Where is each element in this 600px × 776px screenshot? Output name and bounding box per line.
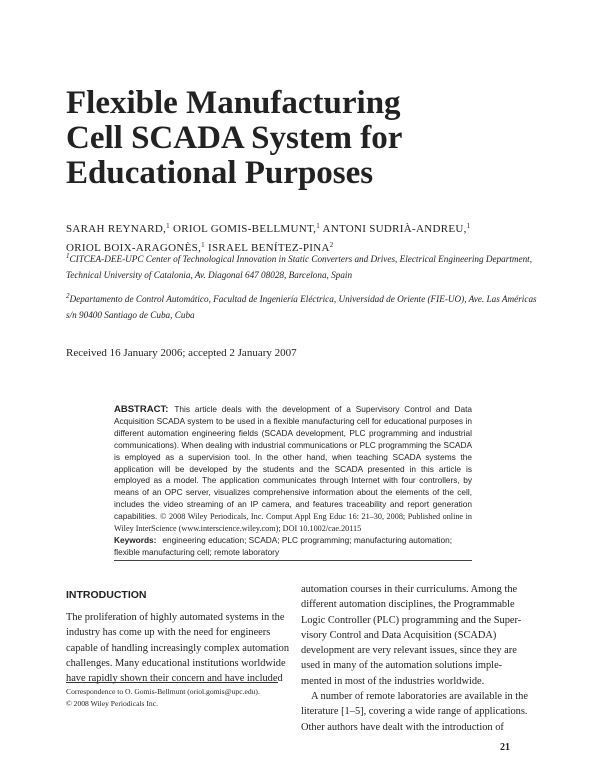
- affiliation-1: [66, 248, 536, 283]
- body-line: Logic Controller (PLC) programming and the Super-: [301, 614, 522, 626]
- abstract: [114, 404, 472, 535]
- body-column-right: [301, 582, 528, 735]
- author-affiliation-marker: 1: [316, 222, 321, 230]
- author-line-1: [66, 218, 536, 237]
- title-line-3: Educational Purposes: [66, 155, 374, 191]
- copyright-note: © 2008 Wiley Periodicals Inc.: [66, 699, 158, 708]
- abstract-citation: © 2008 Wiley Periodicals, Inc. Comput Appl Eng Educ 16: 21–30, 2008; Published online in Wiley InterScience (www.interscience.wiley.com); DOI 10.1002/cae.20115: [114, 512, 472, 534]
- body-line: have rapidly shown their concern and have included: [66, 673, 283, 685]
- affiliation-2: [66, 288, 536, 323]
- section-heading-introduction: INTRODUCTION: [66, 589, 147, 601]
- body-line: industry has come up with the need for engineers: [66, 627, 271, 639]
- correspondence-note: Correspondence to O. Gomis-Bellmunt (oriol.gomis@upc.edu).: [66, 687, 260, 696]
- affiliation-marker: 2: [66, 292, 70, 300]
- keywords-text: engineering education; SCADA; PLC programming; manufacturing automation; flexible manufacturing cell; remote laboratory: [114, 535, 453, 557]
- title-line-1: Flexible Manufacturing: [66, 85, 401, 121]
- body-column-left: [66, 610, 290, 686]
- title-line-2: Cell SCADA System for: [66, 120, 403, 156]
- author-affiliation-marker: 2: [329, 241, 334, 249]
- author-affiliation-marker: 1: [466, 222, 471, 230]
- body-line: capable of handling increasingly complex automation: [66, 642, 290, 654]
- article-title: [66, 86, 546, 191]
- body-line: literature [1–5], covering a wide range of applications.: [301, 706, 528, 718]
- affiliation-text: Departamento de Control Automático, Facultad de Ingeniería Eléctrica, Universidad de Oriente (FIE-UO), Ave. Las Américas: [69, 294, 537, 304]
- footnote-divider: [66, 682, 278, 683]
- abstract-label: ABSTRACT:: [114, 404, 169, 415]
- affiliation-line: [66, 288, 536, 307]
- author-name: ORIOL GOMIS-BELLMUNT,: [169, 223, 317, 235]
- body-line: The proliferation of highly automated systems in the: [66, 612, 285, 623]
- body-line: used in many of the automation solutions imple-: [301, 660, 503, 672]
- affiliation-marker: 1: [66, 252, 70, 260]
- keywords-divider: [114, 560, 472, 561]
- body-line: Other authors have dealt with the introduction of: [301, 721, 504, 733]
- body-line: A number of remote laboratories are available in the: [311, 691, 528, 703]
- body-line: challenges. Many educational institutions worldwide: [66, 657, 286, 669]
- body-line: different automation disciplines, the Programmable: [301, 599, 515, 611]
- author-name: SARAH REYNARD,: [66, 223, 167, 235]
- keywords-label: Keywords:: [114, 535, 157, 545]
- body-line: development are very relevant issues, since they are: [301, 645, 517, 657]
- author-name: ANTONI SUDRIÀ-ANDREU,: [320, 223, 467, 235]
- footnotes: [66, 686, 281, 710]
- affiliation-line: s/n 90400 Santiago de Cuba, Cuba: [66, 310, 195, 320]
- body-line: automation courses in their curriculums. Among the: [301, 584, 518, 595]
- abstract-text: This article deals with the development of a Supervisory Control and Data Acquisition SCADA system to be used in a flexible manufacturing cell for educational purposes in different automation engineering fields (SCADA development, PLC programming and industrial communications). When dealing with industrial communications or PLC programming the SCADA is employed as a supervision tool. In the other hand, when teaching SCADA systems the application will be developed by the students and the SCADA presented in this article is employed as a model. The application communicates through Internet with four controllers, by means of an OPC server, visualizes comprehensive information about the elements of the cell, includes the video streaming of an IP camera, and features traceability and report generation capabilities.: [114, 404, 472, 522]
- body-line: visory Control and Data Acquisition (SCADA): [301, 629, 497, 641]
- author-affiliation-marker: 1: [201, 241, 205, 249]
- page-number: 21: [500, 742, 510, 753]
- author-name: ORIOL BOIX-ARAGONÈS,: [66, 242, 202, 254]
- affiliation-text: CITCEA-DEE-UPC Center of Technological Innovation in Static Converters and Drives, Electrical Engineering Department,: [69, 254, 533, 264]
- author-name: ISRAEL BENÍTEZ-PINA: [204, 242, 330, 254]
- body-line: mented in most of the industries worldwide.: [301, 675, 485, 687]
- keywords: [114, 534, 472, 558]
- affiliation-line: [66, 248, 536, 267]
- author-affiliation-marker: 1: [166, 222, 170, 230]
- affiliation-line: Technical University of Catalonia, Av. Diagonal 647 08028, Barcelona, Spain: [66, 270, 353, 280]
- received-dates: Received 16 January 2006; accepted 2 January 2007: [66, 347, 297, 359]
